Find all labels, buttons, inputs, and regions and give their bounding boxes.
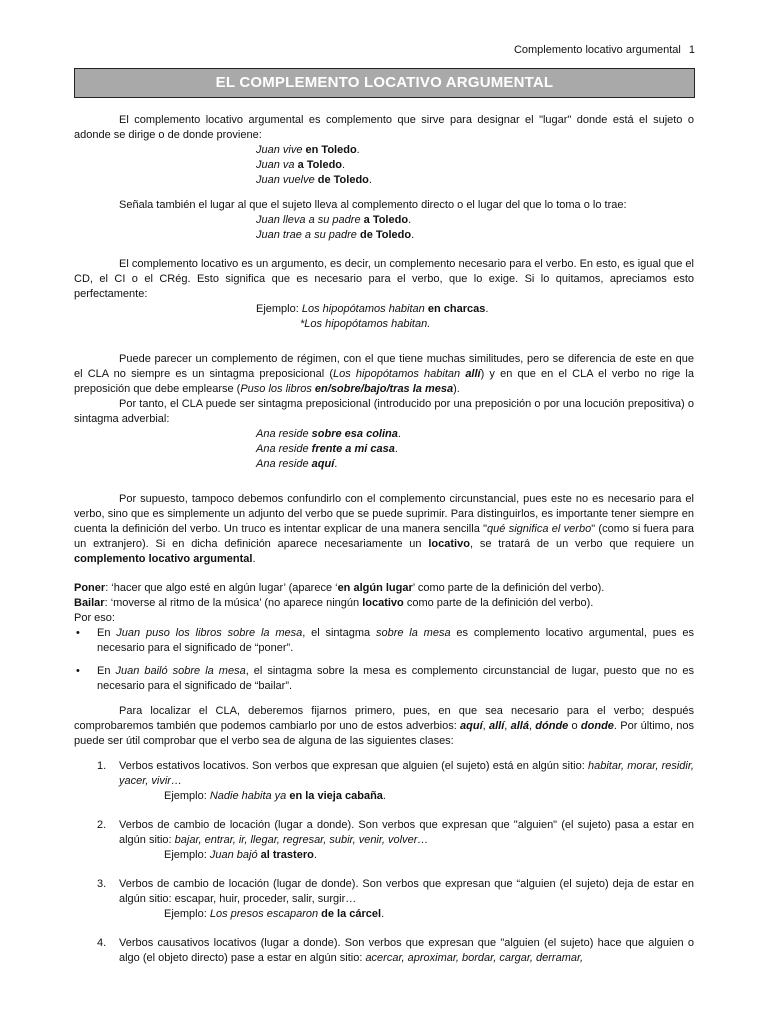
example-line: Ejemplo: Nadie habita ya en la vieja cabaña. bbox=[164, 790, 386, 802]
paragraph-regimen: Puede parecer un complemento de régimen, con el que tiene muchas similitudes, pero se diferencia de este en que el CLA no siempre es un sintagma preposicional (Los hipopótamos habitan allí) y en que en el CLA el verbo no rige la preposición que debe emplearse (Puso los libros en/sobre/bajo/tras la mesa). bbox=[74, 353, 694, 395]
example-group-4 bbox=[74, 427, 694, 472]
list-item: • En Juan puso los libros sobre la mesa, el sintagma sobre la mesa es complemento locativo argumental, pues es necesario para el significado de “poner”. bbox=[76, 627, 695, 654]
running-header bbox=[514, 43, 695, 58]
list-item: 3. Verbos de cambio de locación (lugar de donde). Son verbos que expresan que “alguien (el sujeto) deja de estar en algún sitio: escapar, huir, proceder, salir, surgir… Ejemplo: Los presos escaparon de la cárcel. bbox=[97, 878, 694, 920]
example-line: Ana reside aquí. bbox=[256, 458, 338, 470]
example-line: Juan vive en Toledo. bbox=[256, 144, 360, 156]
example-line: Ejemplo: Los hipopótamos habitan en charcas. bbox=[256, 303, 489, 315]
verb-class-list bbox=[74, 759, 694, 966]
bullet-icon: • bbox=[76, 665, 80, 677]
running-title: Complemento locativo argumental bbox=[513, 44, 681, 56]
definition-poner: Poner: ‘hacer que algo esté en algún lugar’ (aparece ‘en algún lugar’ como parte de la definición del verbo). bbox=[74, 582, 605, 594]
list-item: • En Juan bailó sobre la mesa, el sintagma sobre la mesa es complemento circunstancial de lugar, puesto que no es necesario para el significado de “bailar”. bbox=[76, 665, 695, 692]
por-eso-label: Por eso: bbox=[74, 612, 115, 624]
paragraph-argument: El complemento locativo es un argumento, es decir, un complemento necesario para el verbo. En esto, es igual que el CD, el CI o el CRég. Esto significa que es necesario para el verbo, que lo exige. Si lo quitamos, apreciamos esto perfectamente: bbox=[74, 258, 694, 300]
example-line: Ana reside sobre esa colina. bbox=[256, 428, 401, 440]
paragraph-localizar: Para localizar el CLA, deberemos fijarnos primero, pues, en que sea necesario para el verbo; después comprobaremos también que podemos cambiarlo por uno de estos adverbios: aquí, allí, allá, dónde o donde. Por último, nos puede ser útil comprobar que el verbo sea de alguna de las siguientes clases: bbox=[74, 705, 695, 747]
list-item: 2. Verbos de cambio de locación (lugar a donde). Son verbos que expresan que "alguien" (el sujeto) pasa a estar en algún sitio: bajar, entrar, ir, llegar, regresar, subir, venir, volver… Ejemplo: Juan bajó al trastero. bbox=[97, 819, 694, 861]
example-line: Juan trae a su padre de Toledo. bbox=[256, 229, 415, 241]
document-body bbox=[74, 113, 694, 966]
example-line: Ejemplo: Juan bajó al trastero. bbox=[164, 849, 317, 861]
paragraph-circunstancial: Por supuesto, tampoco debemos confundirlo con el complemento circunstancial, pues este no es necesario para el verbo, sino que es simplemente un adjunto del verbo que se puede suprimir. Para distinguirlos, es importante tener siempre en cuenta la definición del verbo. Un truco es intentar explicar de una manera sencilla "qué significa el verbo" (como si fuera para un extranjero). Si en dicha definición aparece necesariamente un locativo, se tratará de un verbo que requiere un complemento locativo argumental. bbox=[74, 493, 694, 565]
page-title: EL COMPLEMENTO LOCATIVO ARGUMENTAL bbox=[74, 68, 695, 98]
page-number: 1 bbox=[688, 44, 695, 56]
definition-bailar: Bailar: ‘moverse al ritmo de la música’ (no aparece ningún locativo como parte de la definición del verbo). bbox=[74, 597, 594, 609]
paragraph-cd-place: Señala también el lugar al que el sujeto lleva al complemento directo o el lugar del que lo toma o lo trae: bbox=[119, 199, 627, 211]
bullet-icon: • bbox=[76, 627, 80, 639]
example-group-2 bbox=[74, 213, 694, 243]
example-line: Ejemplo: Los presos escaparon de la cárcel. bbox=[164, 908, 385, 920]
paragraph-por-tanto: Por tanto, el CLA puede ser sintagma preposicional (introducido por una preposición o por una locución prepositiva) o sintagma adverbial: bbox=[74, 398, 694, 425]
example-line: Ana reside frente a mi casa. bbox=[256, 443, 398, 455]
example-group-1 bbox=[74, 143, 694, 188]
list-item: 4. Verbos causativos locativos (lugar a donde). Son verbos que expresan que "alguien (el sujeto) hace que alguien o algo (el objeto directo) pase a estar en algún sitio: acercar, aproximar, bordar, cargar, derramar, bbox=[97, 937, 694, 964]
list-item: 1. Verbos estativos locativos. Son verbos que expresan que alguien (el sujeto) está en algún sitio: habitar, morar, residir, yacer, vivir… Ejemplo: Nadie habita ya en la vieja cabaña. bbox=[97, 760, 694, 802]
example-line: Juan va a Toledo. bbox=[256, 159, 346, 171]
example-group-3 bbox=[74, 302, 694, 332]
bullet-list bbox=[74, 626, 694, 694]
paragraph-intro: El complemento locativo argumental es complemento que sirve para designar el "lugar" donde está el sujeto o adonde se dirige o de donde proviene: bbox=[74, 114, 694, 141]
example-line: *Los hipopótamos habitan. bbox=[300, 318, 431, 330]
example-line: Juan lleva a su padre a Toledo. bbox=[256, 214, 412, 226]
example-line: Juan vuelve de Toledo. bbox=[256, 174, 372, 186]
